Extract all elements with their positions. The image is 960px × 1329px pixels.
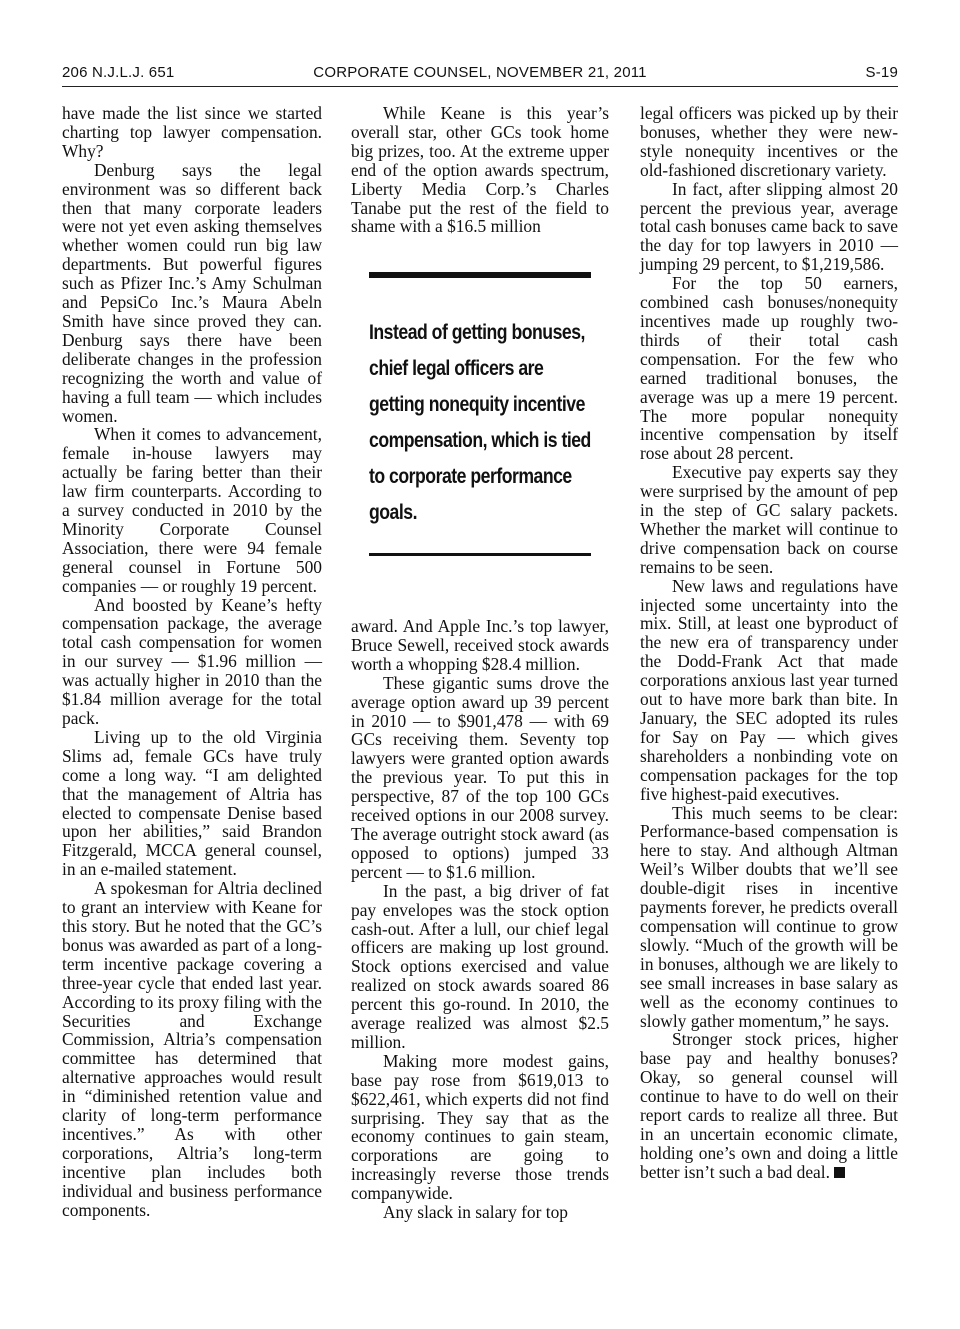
header-rule — [62, 86, 898, 87]
pull-quote-top-rule — [369, 272, 591, 278]
pull-quote-bottom-rule — [369, 553, 591, 556]
column-2-bottom — [351, 617, 609, 1222]
paragraph: Any slack in salary for top — [383, 1202, 568, 1223]
page-header — [62, 64, 898, 86]
paragraph: When it comes to advancement, female in-house lawyers may actually be faring better than their law firm counterparts. According to a survey conducted in 2010 by the Minority Corporate Counsel Association, there were 94 female general counsel in Fortune 500 companies — or roughly 19 percent. — [62, 424, 322, 596]
page-number: S-19 — [865, 64, 898, 81]
column-1 — [62, 104, 322, 1219]
column-3 — [640, 104, 898, 1182]
paragraph: New laws and regulations have injected some uncertainty into the mix. Still, at least one byproduct of the new era of transparency under the Dodd-Frank Act that made corporations anxious last year turned out to have more bark than bite. In January, the SEC adopted its rules for Say on Pay — which gives shareholders a nonbinding vote on compensation packages for the top five highest-paid executives. — [640, 575, 898, 804]
paragraph: In the past, a big driver of fat pay envelopes was the stock option cash-out. After a lull, our chief legal officers are making up lost ground. Stock options exercised and value realized on stock awards soared 86 percent this go-round. In 2010, the average realized was almost $2.5 million. — [351, 880, 609, 1052]
end-mark-icon — [834, 1167, 845, 1178]
paragraph-text: Stronger stock prices, higher base pay and healthy bonuses? Okay, so general counsel will continue to have to do well on their report cards to realize all three. But in an uncertain economic climate, holding one’s own and doing a little better isn’t such a bad deal. — [640, 1029, 898, 1182]
paragraph: Living up to the old Virginia Slims ad, female GCs have truly come a long way. “I am delighted that the management of Altria has elected to compensate Denise based upon her abilities,” said Brandon Fitzgerald, MCCA general counsel, in an e-mailed statement. — [62, 726, 322, 880]
paragraph: A spokesman for Altria declined to grant an interview with Keane for this story. But he noted that the GC’s bonus was awarded as part of a long-term incentive package covering a three-year cycle that ended last year. According to its proxy filing with the Securities and Exchange Commission, Altria’s compensation committee has determined that alternative approaches would result in “diminished retention value and clarity of long-term performance incentives.” As with other corporations, Altria’s long-term incentive plan includes both individual and business performance components. — [62, 878, 322, 1220]
paragraph: This much seems to be clear: Performance-based compensation is here to stay. And although Altman Weil’s Wilber doubts that we’ll see double-digit rises in incentive payments forever, he predicts overall compensation will continue to grow slowly. “Much of the growth will be in bonuses, although we are likely to see small increases in base salary as well as the economy continues to slowly gather momentum,” he says. — [640, 802, 898, 1031]
paragraph: In fact, after slipping almost 20 percent the previous year, average total cash bonuses came back to save the day for top lawyers in 2010 — jumping 29 percent, to $1,219,586. — [640, 178, 898, 275]
publication-date-line: CORPORATE COUNSEL, NOVEMBER 21, 2011 — [313, 64, 647, 81]
paragraph: have made the list since we started charting top lawyer compensation. Why? — [62, 103, 322, 161]
paragraph: These gigantic sums drove the average option award up 39 percent in 2010 — to $901,478 — with 69 GCs receiving them. Seventy top lawyers were granted option awards the previous year. To put this in perspective, 87 of the top 100 GCs received options in our 2008 survey. The average outright stock award (as opposed to options) jumped 33 percent — to $1.6 million. — [351, 672, 609, 882]
paragraph: While Keane is this year’s overall star, other GCs took home big prizes, too. At the extreme upper end of the option awards spectrum, Liberty Media Corp.’s Charles Tanabe put the rest of the field to shame with a $16.5 million — [351, 103, 609, 237]
paragraph: legal officers was picked up by their bonuses, whether they were new-style nonequity incentives or the old-fashioned discretionary variety. — [640, 103, 898, 180]
paragraph: Making more modest gains, base pay rose from $619,013 to $622,461, which experts did not find surprising. They say that as the economy continues to gain steam, corporations are going to increasingly reverse those trends companywide. — [351, 1050, 609, 1204]
paragraph: Executive pay experts say they were surprised by the amount of pep in the step of GC salary packets. Whether the market will continue to drive compensation back on course remains to be seen. — [640, 462, 898, 577]
paragraph: For the top 50 earners, combined cash bonuses/nonequity incentives made up roughly two-thirds of their total cash compensation. For the few who earned traditional bonuses, the average was up a mere 19 percent. The more popular nonequity incentive compensation by itself rose about 28 percent. — [640, 273, 898, 464]
paragraph: And boosted by Keane’s hefty compensation package, the average total cash compensation for women in our survey — $1.96 million — was actually higher in 2010 than the $1.84 million average for the total pack. — [62, 594, 322, 728]
paragraph: Denburg says the legal environment was so different back then that many corporate leaders were not yet even asking themselves whether women could run big law departments. But powerful figures such as Pfizer Inc.’s Amy Schulman and PepsiCo Inc.’s Maura Abeln Smith have since proved they can. Denburg says there have been deliberate changes in the profession recognizing the worth and value of having a full team — which includes women. — [62, 159, 322, 426]
pull-quote: Instead of getting bonuses, chief legal officers are getting nonequity incentive compensation, which is tied to corporate performance goals. — [369, 320, 591, 524]
citation: 206 N.J.L.J. 651 — [62, 64, 175, 81]
paragraph: award. And Apple Inc.’s top lawyer, Bruce Sewell, received stock awards worth a whopping $28.4 million. — [351, 616, 609, 674]
column-2-top — [351, 104, 609, 236]
last-paragraph — [640, 1030, 898, 1181]
pull-quote-box — [369, 272, 591, 556]
